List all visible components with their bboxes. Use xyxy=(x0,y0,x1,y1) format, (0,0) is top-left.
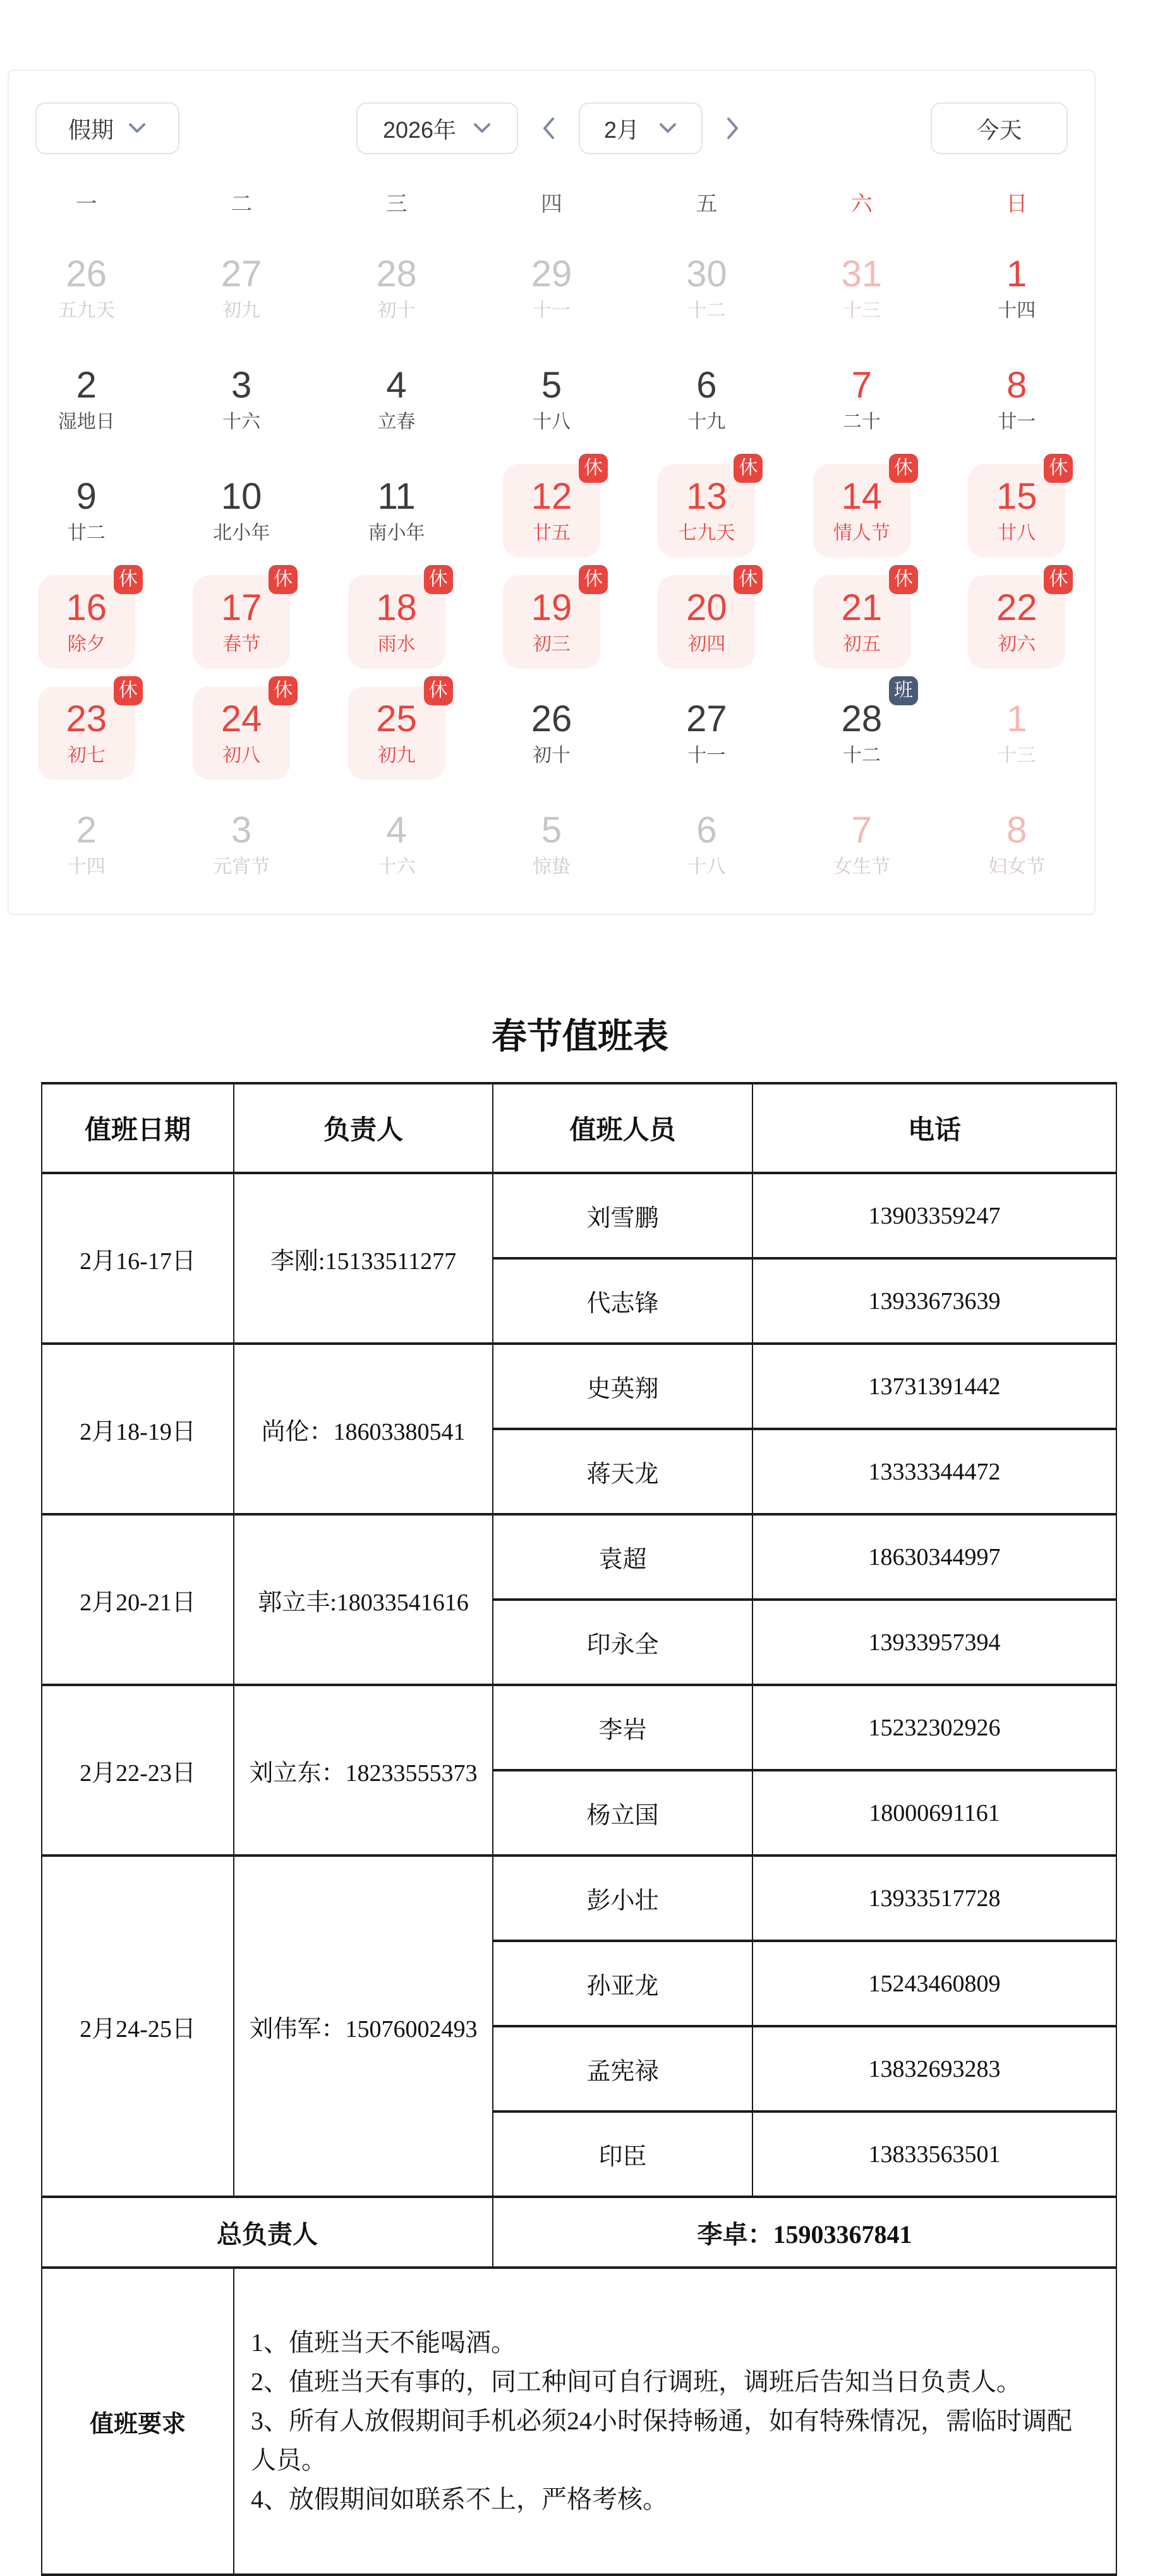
day-number: 8 xyxy=(1006,365,1027,406)
staff-phone-cell: 13933517728 xyxy=(752,1856,1116,1941)
lunar-label: 立春 xyxy=(377,411,416,432)
day-chip xyxy=(193,353,290,446)
holiday-day-chip xyxy=(193,569,293,669)
staff-name-cell: 孙亚龙 xyxy=(493,1941,752,2026)
day-number: 17 xyxy=(221,587,262,628)
calendar-day-cell[interactable] xyxy=(164,566,318,677)
staff-name-cell: 蒋天龙 xyxy=(493,1429,752,1514)
calendar-day-cell[interactable] xyxy=(629,677,784,789)
chevron-down-icon xyxy=(128,122,147,135)
restday-badge: 休 xyxy=(889,454,918,483)
requirement-item: 3、所有人放假期间手机必须24小时保持畅通，如有特殊情况，需临时调配人员。 xyxy=(251,2407,1072,2474)
lunar-label: 北小年 xyxy=(213,523,270,544)
lunar-label: 五九天 xyxy=(57,300,115,321)
lunar-label: 十三 xyxy=(998,745,1036,766)
requirements-body-cell xyxy=(234,2268,1116,2575)
holiday-filter-label: 假期 xyxy=(68,116,114,143)
lunar-label: 二十 xyxy=(842,411,881,432)
day-chip xyxy=(813,798,910,891)
calendar-day-cell[interactable] xyxy=(939,233,1094,344)
month-select-value: 2月 xyxy=(603,116,640,143)
day-number: 3 xyxy=(231,365,252,406)
calendar-day-cell[interactable] xyxy=(784,677,939,789)
day-chip xyxy=(658,241,755,335)
lunar-label: 初八 xyxy=(222,745,261,766)
day-number: 20 xyxy=(686,587,727,628)
day-chip xyxy=(193,464,290,557)
day-number: 4 xyxy=(386,810,407,851)
day-number: 10 xyxy=(221,476,262,517)
calendar-day-cell[interactable] xyxy=(474,455,629,566)
prev-month-button[interactable] xyxy=(535,102,562,154)
roster-header-cell: 值班人员 xyxy=(493,1083,752,1173)
day-chip xyxy=(38,798,135,891)
calendar-day-cell[interactable] xyxy=(474,677,629,789)
calendar-day-cell[interactable] xyxy=(164,233,318,344)
lead-contact-cell: 李刚:15133511277 xyxy=(234,1173,493,1344)
holiday-day-chip xyxy=(38,680,138,780)
calendar-day-cell[interactable] xyxy=(939,789,1094,900)
staff-name-cell: 刘雪鹏 xyxy=(493,1173,752,1258)
weekday-label: 六 xyxy=(850,191,873,216)
holiday-day-chip xyxy=(813,458,913,557)
lunar-label: 十九 xyxy=(687,411,726,432)
day-number: 28 xyxy=(376,253,417,295)
day-number: 1 xyxy=(1006,698,1027,739)
date-navigation xyxy=(356,102,747,154)
day-number: 27 xyxy=(221,253,262,295)
day-chip xyxy=(348,464,445,557)
chief-label-cell: 总负责人 xyxy=(42,2197,493,2268)
roster-header-cell: 电话 xyxy=(752,1083,1116,1173)
staff-phone-cell: 13933673639 xyxy=(752,1258,1116,1344)
holiday-day-chip xyxy=(968,458,1068,557)
holiday-day-chip xyxy=(348,680,448,780)
staff-name-cell: 孟宪禄 xyxy=(493,2026,752,2111)
lead-contact-cell: 刘伟军：15076002493 xyxy=(234,1856,493,2197)
staff-name-cell: 彭小壮 xyxy=(493,1856,752,1941)
weekday-label: 三 xyxy=(385,191,408,216)
holiday-day-chip xyxy=(38,569,138,669)
day-chip xyxy=(348,241,445,335)
day-chip xyxy=(658,798,755,891)
holiday-day-chip xyxy=(658,458,758,557)
calendar-day-cell[interactable] xyxy=(939,455,1094,566)
day-chip xyxy=(813,680,913,780)
lunar-label: 初十 xyxy=(377,300,416,321)
lunar-label: 初九 xyxy=(377,745,416,766)
calendar-day-cell[interactable] xyxy=(784,789,939,900)
weekday-label: 二 xyxy=(231,191,253,216)
day-chip xyxy=(38,241,135,335)
day-number: 1 xyxy=(1006,253,1027,295)
calendar-day-cell[interactable] xyxy=(9,677,164,789)
restday-badge: 休 xyxy=(114,676,143,705)
requirement-item: 2、值班当天有事的，同工种间可自行调班，调班后告知当日负责人。 xyxy=(251,2367,1022,2396)
calendar-day-cell[interactable] xyxy=(474,344,629,455)
day-number: 30 xyxy=(686,253,727,295)
staff-phone-cell: 13832693283 xyxy=(752,2026,1116,2111)
day-chip xyxy=(658,353,755,446)
staff-name-cell: 印永全 xyxy=(493,1600,752,1685)
day-number: 19 xyxy=(531,587,572,628)
day-chip xyxy=(503,686,600,780)
calendar-day-cell[interactable] xyxy=(629,233,784,344)
lunar-label: 十四 xyxy=(998,300,1036,321)
lunar-label: 十三 xyxy=(842,300,881,321)
day-chip xyxy=(348,353,445,446)
staff-phone-cell: 13903359247 xyxy=(752,1173,1116,1258)
day-number: 21 xyxy=(841,587,883,628)
lunar-label: 初十 xyxy=(532,745,571,766)
day-chip xyxy=(503,241,600,335)
restday-badge: 休 xyxy=(1044,565,1073,594)
duty-roster-body xyxy=(42,1083,1116,2575)
calendar-day-cell[interactable] xyxy=(939,566,1094,677)
day-number: 9 xyxy=(76,476,97,517)
weekday-header-row xyxy=(9,179,1094,224)
day-number: 6 xyxy=(696,365,717,406)
calendar-day-cell[interactable] xyxy=(9,344,164,455)
lunar-label: 十一 xyxy=(532,300,571,321)
requirements-row xyxy=(42,2268,1116,2575)
day-number: 24 xyxy=(221,698,262,739)
staff-phone-cell: 18630344997 xyxy=(752,1514,1116,1600)
year-select-value: 2026年 xyxy=(382,116,457,143)
day-number: 13 xyxy=(686,476,727,517)
year-select[interactable] xyxy=(356,102,518,154)
calendar-day-cell[interactable] xyxy=(784,455,939,566)
workday-badge: 班 xyxy=(889,676,918,705)
day-chip xyxy=(193,798,290,891)
day-chip xyxy=(813,353,910,446)
chevron-left-icon xyxy=(541,116,555,140)
chevron-down-icon xyxy=(658,122,677,135)
lunar-label: 十一 xyxy=(687,745,726,766)
restday-badge: 休 xyxy=(579,454,608,483)
weekday-label: 四 xyxy=(540,191,562,216)
lunar-label: 十八 xyxy=(532,411,571,432)
calendar-day-cell[interactable] xyxy=(319,566,474,677)
calendar-grid xyxy=(9,233,1094,900)
day-chip xyxy=(813,241,910,335)
staff-phone-cell: 13333344472 xyxy=(752,1429,1116,1514)
day-chip xyxy=(38,353,135,446)
staff-name-cell: 印臣 xyxy=(493,2111,752,2197)
calendar-day-cell[interactable] xyxy=(474,233,629,344)
day-number: 18 xyxy=(376,587,417,628)
day-chip xyxy=(968,798,1065,891)
day-chip xyxy=(503,798,600,891)
day-number: 26 xyxy=(531,698,572,739)
lunar-label: 妇女节 xyxy=(988,856,1046,877)
duty-roster-table xyxy=(41,1082,1117,2576)
lunar-label: 南小年 xyxy=(368,523,425,544)
day-number: 22 xyxy=(996,587,1037,628)
lead-contact-cell: 尚伦：18603380541 xyxy=(234,1344,493,1514)
roster-title: 春节值班表 xyxy=(492,1018,668,1057)
day-number: 26 xyxy=(66,253,107,295)
lunar-label: 初三 xyxy=(532,634,571,655)
lunar-label: 廿八 xyxy=(998,523,1036,544)
day-chip xyxy=(503,353,600,446)
lunar-label: 十二 xyxy=(842,745,881,766)
day-chip xyxy=(968,241,1065,335)
lunar-label: 雨水 xyxy=(377,634,416,655)
staff-name-cell: 代志锋 xyxy=(493,1258,752,1344)
calendar-day-cell[interactable] xyxy=(939,677,1094,789)
calendar-day-cell[interactable] xyxy=(784,233,939,344)
day-number: 8 xyxy=(1006,810,1027,851)
calendar-toolbar xyxy=(9,71,1094,154)
lunar-label: 女生节 xyxy=(833,856,890,877)
lunar-label: 十四 xyxy=(67,856,106,877)
calendar-day-cell[interactable] xyxy=(784,344,939,455)
today-button-label: 今天 xyxy=(976,116,1022,143)
staff-name-cell: 史英翔 xyxy=(493,1344,752,1429)
lunar-label: 惊蛰 xyxy=(532,856,571,877)
lunar-label: 廿五 xyxy=(532,523,571,544)
requirement-item: 1、值班当天不能喝酒。 xyxy=(251,2328,516,2357)
duty-date-cell: 2月18-19日 xyxy=(42,1344,234,1514)
lunar-label: 春节 xyxy=(222,634,261,655)
restday-badge: 休 xyxy=(114,565,143,594)
calendar-day-cell[interactable] xyxy=(629,566,784,677)
staff-name-cell: 袁超 xyxy=(493,1514,752,1600)
day-number: 28 xyxy=(841,698,883,739)
calendar-day-cell[interactable] xyxy=(474,566,629,677)
staff-phone-cell: 13833563501 xyxy=(752,2111,1116,2197)
restday-badge: 休 xyxy=(1044,454,1073,483)
roster-row xyxy=(42,1344,1116,1429)
day-chip xyxy=(38,464,135,557)
lunar-label: 初四 xyxy=(687,634,726,655)
calendar-day-cell[interactable] xyxy=(939,344,1094,455)
day-number: 2 xyxy=(76,365,97,406)
day-chip xyxy=(658,686,755,780)
roster-header-cell: 值班日期 xyxy=(42,1083,234,1173)
day-number: 15 xyxy=(996,476,1037,517)
holiday-day-chip xyxy=(503,569,603,669)
today-button[interactable] xyxy=(931,102,1068,154)
weekday-label: 日 xyxy=(1006,191,1028,216)
lunar-label: 情人节 xyxy=(833,523,890,544)
lead-contact-cell: 刘立东：18233555373 xyxy=(234,1685,493,1856)
calendar-day-cell[interactable] xyxy=(9,789,164,900)
day-number: 31 xyxy=(841,253,883,295)
lunar-label: 初七 xyxy=(67,745,106,766)
chief-row xyxy=(42,2197,1116,2268)
staff-name-cell: 李岩 xyxy=(493,1685,752,1770)
restday-badge: 休 xyxy=(889,565,918,594)
duty-date-cell: 2月24-25日 xyxy=(42,1856,234,2197)
restday-badge: 休 xyxy=(424,676,453,705)
holiday-filter-select[interactable] xyxy=(35,102,179,154)
day-number: 3 xyxy=(231,810,252,851)
day-number: 7 xyxy=(851,810,872,851)
day-number: 25 xyxy=(376,698,417,739)
roster-header-cell: 负责人 xyxy=(234,1083,493,1173)
staff-phone-cell: 18000691161 xyxy=(752,1770,1116,1856)
calendar-day-cell[interactable] xyxy=(319,233,474,344)
day-number: 7 xyxy=(851,365,872,406)
duty-date-cell: 2月16-17日 xyxy=(42,1173,234,1344)
lunar-label: 廿二 xyxy=(67,523,106,544)
lunar-label: 除夕 xyxy=(67,634,106,655)
calendar-day-cell[interactable] xyxy=(9,566,164,677)
weekday-label: 一 xyxy=(75,191,97,216)
day-number: 11 xyxy=(377,476,416,517)
calendar-day-cell[interactable] xyxy=(319,789,474,900)
calendar-day-cell[interactable] xyxy=(9,455,164,566)
calendar-day-cell[interactable] xyxy=(319,455,474,566)
lunar-label: 初九 xyxy=(222,300,261,321)
restday-badge: 休 xyxy=(734,565,763,594)
lunar-label: 初五 xyxy=(842,634,881,655)
holiday-day-chip xyxy=(813,569,913,669)
day-chip xyxy=(968,686,1065,780)
lunar-label: 初六 xyxy=(998,634,1036,655)
calendar-day-cell[interactable] xyxy=(319,677,474,789)
staff-phone-cell: 13933957394 xyxy=(752,1600,1116,1685)
requirements-label-cell: 值班要求 xyxy=(42,2268,234,2575)
calendar-day-cell[interactable] xyxy=(629,344,784,455)
day-number: 2 xyxy=(76,810,97,851)
chief-contact-cell: 李卓：15903367841 xyxy=(493,2197,1116,2268)
chevron-right-icon xyxy=(726,116,740,140)
day-number: 6 xyxy=(696,810,717,851)
holiday-day-chip xyxy=(658,569,758,669)
month-select[interactable] xyxy=(579,102,703,154)
duty-date-cell: 2月20-21日 xyxy=(42,1514,234,1685)
roster-row xyxy=(42,1173,1116,1258)
holiday-day-chip xyxy=(348,569,448,669)
holiday-day-chip xyxy=(193,680,293,780)
day-number: 5 xyxy=(541,810,562,851)
lunar-label: 湿地日 xyxy=(57,411,115,432)
lunar-label: 廿一 xyxy=(998,411,1036,432)
duty-date-cell: 2月22-23日 xyxy=(42,1685,234,1856)
day-number: 23 xyxy=(66,698,107,739)
calendar-day-cell[interactable] xyxy=(629,455,784,566)
lunar-label: 十六 xyxy=(222,411,261,432)
restday-badge: 休 xyxy=(579,565,608,594)
lunar-label: 十六 xyxy=(377,856,416,877)
restday-badge: 休 xyxy=(734,454,763,483)
day-number: 29 xyxy=(531,253,572,295)
day-number: 4 xyxy=(386,365,407,406)
lunar-label: 十二 xyxy=(687,300,726,321)
roster-row xyxy=(42,1514,1116,1600)
restday-badge: 休 xyxy=(269,676,298,705)
lead-contact-cell: 郭立丰:18033541616 xyxy=(234,1514,493,1685)
holiday-day-chip xyxy=(968,569,1068,669)
calendar-day-cell[interactable] xyxy=(164,789,318,900)
staff-phone-cell: 15243460809 xyxy=(752,1941,1116,2026)
restday-badge: 休 xyxy=(424,565,453,594)
calendar-day-cell[interactable] xyxy=(164,677,318,789)
day-number: 27 xyxy=(686,698,727,739)
roster-header-row xyxy=(42,1083,1116,1173)
calendar-day-cell[interactable] xyxy=(319,344,474,455)
calendar-card xyxy=(8,70,1096,915)
calendar-day-cell[interactable] xyxy=(9,233,164,344)
day-number: 16 xyxy=(66,587,107,628)
restday-badge: 休 xyxy=(269,565,298,594)
day-chip xyxy=(968,353,1065,446)
lunar-label: 十八 xyxy=(687,856,726,877)
staff-name-cell: 杨立国 xyxy=(493,1770,752,1856)
holiday-day-chip xyxy=(503,458,603,557)
calendar-day-cell[interactable] xyxy=(164,455,318,566)
lunar-label: 元宵节 xyxy=(213,856,270,877)
chevron-down-icon xyxy=(473,122,492,135)
calendar-day-cell[interactable] xyxy=(474,789,629,900)
day-number: 14 xyxy=(841,476,883,517)
calendar-day-cell[interactable] xyxy=(784,566,939,677)
day-chip xyxy=(193,241,290,335)
staff-phone-cell: 13731391442 xyxy=(752,1344,1116,1429)
day-number: 5 xyxy=(541,365,562,406)
calendar-day-cell[interactable] xyxy=(164,344,318,455)
day-number: 12 xyxy=(531,476,572,517)
roster-row xyxy=(42,1685,1116,1770)
staff-phone-cell: 15232302926 xyxy=(752,1685,1116,1770)
weekday-label: 五 xyxy=(696,191,718,216)
lunar-label: 七九天 xyxy=(678,523,735,544)
requirement-item: 4、放假期间如联系不上，严格考核。 xyxy=(251,2485,668,2513)
next-month-button[interactable] xyxy=(719,102,747,154)
roster-row xyxy=(42,1856,1116,1941)
calendar-day-cell[interactable] xyxy=(629,789,784,900)
day-chip xyxy=(348,798,445,891)
